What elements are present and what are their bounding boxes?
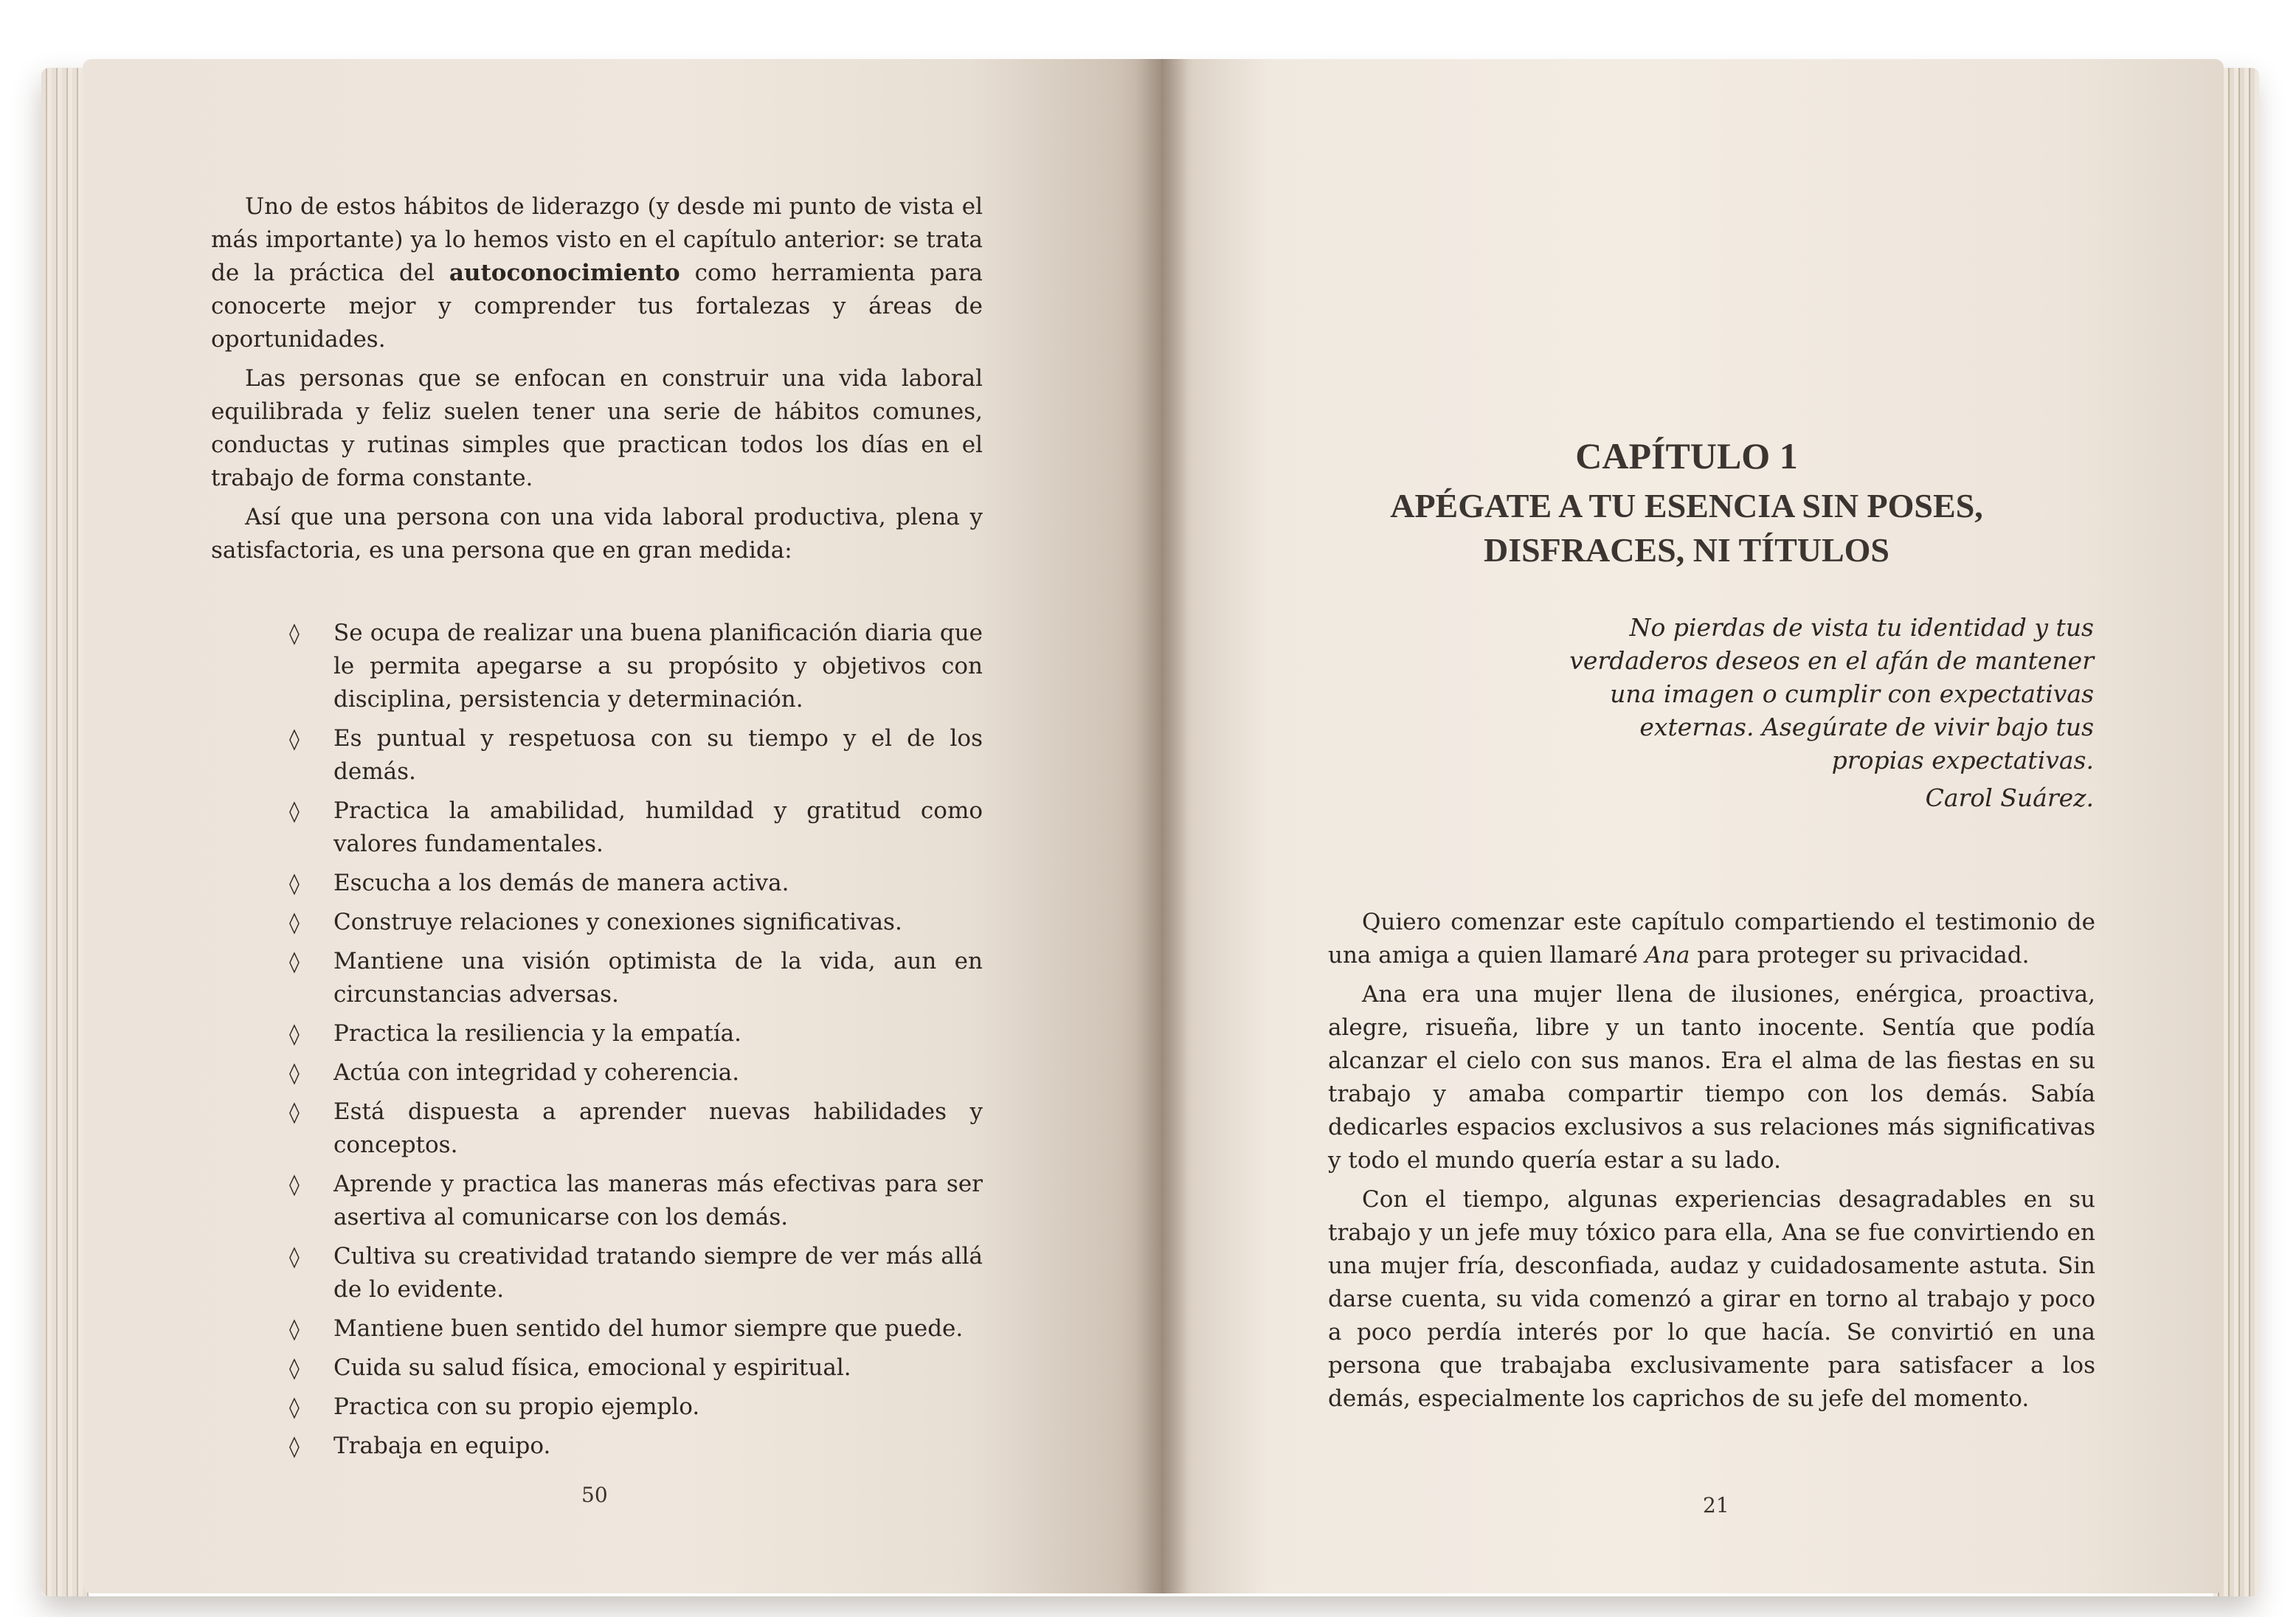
paragraph-text: como herramienta para conocerte mejor y comprender tus fortalezas y áreas de oportunidades. bbox=[211, 260, 983, 353]
list-item bbox=[289, 1056, 983, 1090]
list-item bbox=[289, 722, 983, 789]
diamond-bullet-icon: ◊ bbox=[289, 949, 300, 974]
epigraph bbox=[1489, 611, 2094, 814]
list-item-text: Cuida su salud física, emocional y espiritual. bbox=[333, 1354, 851, 1381]
diamond-bullet-icon: ◊ bbox=[289, 1172, 300, 1197]
list-item-text: Practica la resiliencia y la empatía. bbox=[333, 1020, 741, 1047]
list-item-text: Actúa con integridad y coherencia. bbox=[333, 1059, 740, 1086]
list-item bbox=[289, 1312, 983, 1346]
list-item bbox=[289, 1391, 983, 1424]
diamond-bullet-icon: ◊ bbox=[289, 1244, 300, 1269]
list-item bbox=[289, 1168, 983, 1234]
left-paragraph-3: Así que una persona con una vida laboral productiva, plena y satisfactoria, es una persona que en gran medida: bbox=[211, 504, 983, 564]
paragraph-text: Uno de estos hábitos de liderazgo (y desde mi punto de vista el más importante) ya lo hemos visto en el capítulo anterior: se trata de la práctica del bbox=[211, 193, 983, 286]
list-item bbox=[289, 794, 983, 861]
diamond-bullet-icon: ◊ bbox=[289, 1434, 300, 1458]
list-item bbox=[289, 1240, 983, 1306]
right-paragraph-3: Con el tiempo, algunas experiencias desagradables en su trabajo y un jefe muy tóxico para ella, Ana se fue convirtiendo en una mujer fría, desconfiada, audaz y cuidadosamente astuta. Sin darse cuenta, su vida comenzó a girar en torno al trabajo y poco a poco perdía interés por lo que hacía. Se convirtió en una persona que trabajaba exclusivamente para satisfacer a los demás, especialmente los caprichos de su jefe del momento. bbox=[1328, 1186, 2095, 1412]
epigraph-line: No pierdas de vista tu identidad y tus bbox=[1629, 613, 2094, 642]
page-edges-left bbox=[41, 68, 89, 1596]
bold-term: autoconocimiento bbox=[449, 260, 680, 286]
list-item bbox=[289, 1351, 983, 1385]
diamond-bullet-icon: ◊ bbox=[289, 1100, 300, 1124]
list-item-text: Se ocupa de realizar una buena planificación diaria que le permita apegarse a su propósito y objetivos con disciplina, persistencia y determinación. bbox=[333, 620, 983, 713]
diamond-bullet-icon: ◊ bbox=[289, 1356, 300, 1380]
diamond-bullet-icon: ◊ bbox=[289, 910, 300, 935]
right-page-number: 21 bbox=[1703, 1493, 1729, 1517]
diamond-bullet-icon: ◊ bbox=[289, 621, 300, 645]
list-item-text: Cultiva su creatividad tratando siempre de ver más allá de lo evidente. bbox=[333, 1243, 983, 1303]
left-page bbox=[83, 59, 1161, 1593]
epigraph-line: propias expectativas. bbox=[1831, 746, 2094, 775]
list-item-text: Trabaja en equipo. bbox=[333, 1433, 551, 1459]
epigraph-line: externas. Asegúrate de vivir bajo tus bbox=[1639, 713, 2094, 741]
list-item-text: Escucha a los demás de manera activa. bbox=[333, 870, 789, 896]
list-item bbox=[289, 906, 983, 939]
diamond-bullet-icon: ◊ bbox=[289, 1022, 300, 1046]
right-paragraph-2: Ana era una mujer llena de ilusiones, enérgica, proactiva, alegre, risueña, libre y un tanto inocente. Sentía que podía alcanzar el cielo con sus manos. Era el alma de las fiestas en su trabajo y amaba compartir tiempo con los demás. Sabía dedicarles espacios exclusivos a sus relaciones más significativas y todo el mundo quería estar a su lado. bbox=[1328, 981, 2095, 1174]
diamond-bullet-icon: ◊ bbox=[289, 871, 300, 896]
left-page-number: 50 bbox=[581, 1483, 608, 1507]
list-item bbox=[289, 945, 983, 1011]
list-item-text: Mantiene buen sentido del humor siempre que puede. bbox=[333, 1315, 964, 1342]
paragraph-text: para proteger su privacidad. bbox=[1690, 942, 2030, 969]
paragraph-text: Quiero comenzar este capítulo compartiendo el testimonio de una amiga a quien llamaré bbox=[1328, 909, 2095, 969]
list-item-text: Es puntual y respetuosa con su tiempo y el de los demás. bbox=[333, 725, 983, 785]
habits-list bbox=[289, 617, 983, 1469]
epigraph-line: una imagen o cumplir con expectativas bbox=[1610, 679, 2094, 708]
list-item bbox=[289, 1430, 983, 1463]
list-item-text: Practica con su propio ejemplo. bbox=[333, 1393, 700, 1420]
diamond-bullet-icon: ◊ bbox=[289, 1395, 300, 1419]
list-item bbox=[289, 867, 983, 900]
chapter-subtitle bbox=[1318, 484, 2055, 572]
list-item bbox=[289, 1017, 983, 1050]
left-body-text bbox=[211, 190, 983, 573]
list-item-text: Aprende y practica las maneras más efectivas para ser asertiva al comunicarse con los demás. bbox=[333, 1171, 983, 1230]
list-item-text: Practica la amabilidad, humildad y gratitud como valores fundamentales. bbox=[333, 797, 983, 857]
list-item-text: Está dispuesta a aprender nuevas habilidades y conceptos. bbox=[333, 1098, 983, 1158]
chapter-title: CAPÍTULO 1 bbox=[1575, 435, 1798, 477]
diamond-bullet-icon: ◊ bbox=[289, 727, 300, 751]
chapter-subtitle-line: DISFRACES, NI TÍTULOS bbox=[1483, 531, 1890, 569]
chapter-heading bbox=[1318, 434, 2055, 572]
chapter-subtitle-line: APÉGATE A TU ESENCIA SIN POSES, bbox=[1390, 487, 1983, 524]
epigraph-author: Carol Suárez. bbox=[1925, 783, 2094, 812]
italic-name: Ana bbox=[1645, 942, 1690, 969]
list-item-text: Mantiene una visión optimista de la vida, aun en circunstancias adversas. bbox=[333, 948, 983, 1008]
list-item bbox=[289, 617, 983, 716]
list-item bbox=[289, 1095, 983, 1162]
right-page bbox=[1161, 59, 2224, 1593]
left-paragraph-1 bbox=[211, 190, 983, 356]
left-paragraph-2: Las personas que se enfocan en construir una vida laboral equilibrada y feliz suelen tener una serie de hábitos comunes, conductas y rutinas simples que practican todos los días en el trabajo de forma constante. bbox=[211, 365, 983, 491]
right-body-text bbox=[1328, 906, 2095, 1422]
diamond-bullet-icon: ◊ bbox=[289, 1061, 300, 1085]
right-paragraph-1 bbox=[1328, 906, 2095, 972]
diamond-bullet-icon: ◊ bbox=[289, 1317, 300, 1341]
epigraph-line: verdaderos deseos en el afán de mantener bbox=[1569, 646, 2094, 675]
list-item-text: Construye relaciones y conexiones significativas. bbox=[333, 909, 902, 935]
book-gutter-shadow bbox=[1136, 59, 1188, 1593]
diamond-bullet-icon: ◊ bbox=[289, 799, 300, 823]
